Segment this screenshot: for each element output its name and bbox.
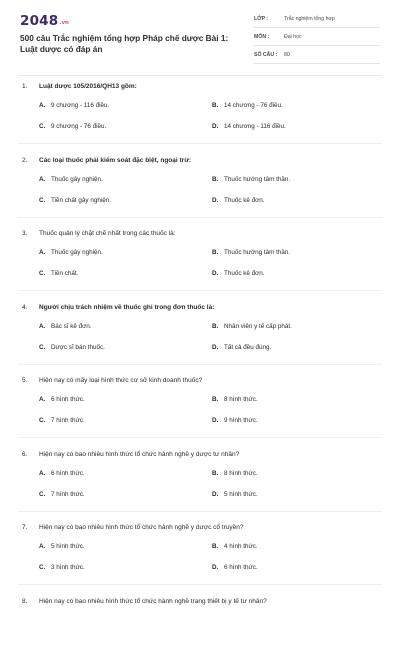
answer-option[interactable]	[39, 248, 103, 257]
question-text	[22, 450, 239, 459]
option-text: 8 hình thức.	[224, 396, 258, 403]
option-key: C.	[39, 270, 46, 277]
answer-option[interactable]	[39, 101, 109, 110]
option-text: 6 hình thức.	[51, 469, 85, 477]
question-divider	[18, 217, 382, 218]
meta-label: LỚP :	[254, 16, 269, 22]
option-text: Nhân viên y tế cấp phát.	[224, 322, 292, 330]
meta-row-count	[254, 50, 380, 64]
option-key: A.	[39, 102, 46, 109]
option-text: 9 chương - 76 điều.	[51, 123, 107, 130]
question-divider	[18, 437, 382, 438]
meta-row-subject	[254, 32, 380, 46]
question-body: Hiện nay có bao nhiêu hình thức tổ chức hành nghề y dược cổ truyền?	[39, 524, 244, 531]
option-text: 9 chương - 116 điều.	[51, 102, 110, 109]
question-text	[22, 229, 176, 238]
question-text	[22, 523, 244, 532]
option-key: D.	[212, 564, 219, 571]
answer-option[interactable]	[212, 122, 286, 131]
question-body: Hiện nay có bao nhiêu hình thức tổ chức hành nghề trang thiết bị y tế tư nhân?	[39, 597, 267, 605]
meta-value: Trắc nghiệm tổng hợp	[284, 16, 335, 22]
option-key: B.	[212, 175, 219, 183]
logo-domain: .vn	[59, 20, 69, 26]
question-number: 5.	[22, 377, 28, 384]
question-body: Hiện nay có bao nhiêu hình thức tổ chức hành nghề y dược tư nhân?	[39, 450, 240, 458]
option-text: 5 hình thức.	[224, 490, 258, 498]
option-text: Dược sĩ bán thuốc.	[51, 343, 105, 351]
option-key: B.	[212, 249, 219, 256]
option-key: D.	[212, 490, 219, 498]
question-item	[0, 597, 400, 671]
question-text	[22, 303, 214, 312]
option-text: 4 hình thức.	[224, 543, 258, 550]
option-text: Tiền chất.	[51, 270, 79, 277]
question-body: Thuốc quản lý chặt chẽ nhất trong các thuốc là:	[39, 230, 176, 237]
logo-text: 2048	[20, 13, 59, 29]
answer-option[interactable]	[212, 196, 265, 205]
question-number: 2.	[22, 156, 28, 164]
option-key: B.	[212, 469, 219, 477]
option-key: A.	[39, 249, 46, 256]
question-divider	[18, 290, 382, 291]
option-key: C.	[39, 417, 46, 424]
site-logo[interactable]	[20, 13, 69, 29]
meta-row-class	[254, 14, 380, 28]
question-item	[0, 450, 400, 524]
question-text	[22, 376, 202, 385]
option-text: Thuốc gây nghiện.	[51, 249, 103, 256]
answer-option[interactable]	[39, 490, 85, 499]
question-divider	[18, 584, 382, 585]
document-title: 500 câu Trắc nghiệm tổng hợp Pháp chế dược Bài 1: Luật dược có đáp án	[20, 33, 229, 54]
option-text: 3 hình thức.	[51, 564, 85, 571]
option-text: 8 hình thức.	[224, 469, 258, 477]
meta-label: SỐ CÂU :	[254, 52, 278, 58]
option-text: Bác sĩ kê đơn.	[51, 322, 92, 330]
answer-option[interactable]	[39, 469, 85, 478]
answer-option[interactable]	[212, 322, 292, 331]
answer-option[interactable]	[212, 563, 258, 572]
answer-option[interactable]	[39, 395, 85, 404]
answer-option[interactable]	[212, 269, 265, 278]
meta-label: MÔN :	[254, 34, 270, 40]
option-key: C.	[39, 196, 46, 204]
option-key: D.	[212, 123, 219, 130]
answer-option[interactable]	[39, 322, 92, 331]
answer-option[interactable]	[212, 416, 258, 425]
option-key: C.	[39, 564, 46, 571]
answer-option[interactable]	[212, 343, 271, 352]
option-key: B.	[212, 543, 219, 550]
answer-option[interactable]	[212, 175, 290, 184]
option-key: A.	[39, 396, 46, 403]
option-text: Thuốc gây nghiện.	[51, 175, 103, 183]
option-text: 14 chương - 76 điều.	[224, 102, 283, 109]
meta-value: 80	[284, 52, 290, 58]
question-number: 4.	[22, 303, 28, 311]
answer-option[interactable]	[212, 101, 283, 110]
option-key: C.	[39, 123, 46, 130]
document-header	[0, 0, 400, 76]
answer-option[interactable]	[212, 490, 258, 499]
question-body: Các loại thuốc phải kiểm soát đặc biệt, ngoại trừ:	[39, 156, 192, 164]
answer-option[interactable]	[212, 469, 258, 478]
option-key: B.	[212, 322, 219, 330]
answer-option[interactable]	[39, 175, 103, 184]
question-divider	[18, 364, 382, 365]
option-key: B.	[212, 102, 219, 109]
option-text: 5 hình thức.	[51, 543, 85, 550]
option-key: D.	[212, 196, 219, 204]
answer-option[interactable]	[39, 196, 111, 205]
question-body: Luật dược 105/2016/QH13 gồm:	[39, 83, 137, 90]
answer-option[interactable]	[39, 542, 85, 551]
meta-value: Đại học	[284, 34, 302, 40]
question-item	[0, 376, 400, 450]
option-key: D.	[212, 270, 219, 277]
question-text	[22, 82, 137, 91]
question-number: 8.	[22, 597, 28, 605]
question-item	[0, 82, 400, 156]
option-text: Tất cả đều đúng.	[224, 343, 272, 351]
question-body: Người chịu trách nhiệm về thuốc ghi trong đơn thuốc là:	[39, 303, 215, 311]
option-key: C.	[39, 343, 46, 351]
option-text: Tiền chất gây nghiện.	[51, 196, 111, 204]
question-item	[0, 523, 400, 597]
option-text: 7 hình thức.	[51, 417, 85, 424]
question-text	[22, 156, 191, 165]
question-item	[0, 303, 400, 377]
option-text: 6 hình thức.	[51, 396, 85, 403]
answer-option[interactable]	[39, 416, 85, 425]
option-key: C.	[39, 490, 46, 498]
question-divider	[18, 511, 382, 512]
answer-option[interactable]	[39, 122, 106, 131]
answer-option[interactable]	[39, 343, 105, 352]
option-text: 9 hình thức.	[224, 417, 258, 424]
question-number: 6.	[22, 450, 28, 458]
option-key: A.	[39, 543, 46, 550]
answer-option[interactable]	[212, 395, 258, 404]
question-item	[0, 229, 400, 303]
question-item	[0, 156, 400, 230]
question-number: 1.	[22, 83, 28, 90]
question-number: 3.	[22, 230, 28, 237]
answer-option[interactable]	[39, 269, 78, 278]
question-divider	[18, 143, 382, 144]
option-key: A.	[39, 175, 46, 183]
answer-option[interactable]	[212, 542, 258, 551]
option-text: 14 chương - 116 điều.	[224, 123, 286, 130]
option-text: 7 hình thức.	[51, 490, 85, 498]
option-text: Thuốc hướng tâm thần.	[224, 249, 291, 256]
header-divider	[18, 75, 382, 76]
option-text: Thuốc hướng tâm thần.	[224, 175, 291, 183]
option-key: B.	[212, 396, 219, 403]
question-body: Hiện nay có mấy loại hình thức cơ sở kinh doanh thuốc?	[39, 377, 203, 384]
question-text	[22, 597, 267, 606]
question-number: 7.	[22, 524, 28, 531]
option-key: A.	[39, 322, 46, 330]
option-text: 6 hình thức.	[224, 564, 258, 571]
answer-option[interactable]	[39, 563, 85, 572]
option-text: Thuốc kê đơn.	[224, 270, 265, 277]
answer-option[interactable]	[212, 248, 290, 257]
option-key: D.	[212, 343, 219, 351]
option-key: A.	[39, 469, 46, 477]
option-text: Thuốc kê đơn.	[224, 196, 265, 204]
option-key: D.	[212, 417, 219, 424]
